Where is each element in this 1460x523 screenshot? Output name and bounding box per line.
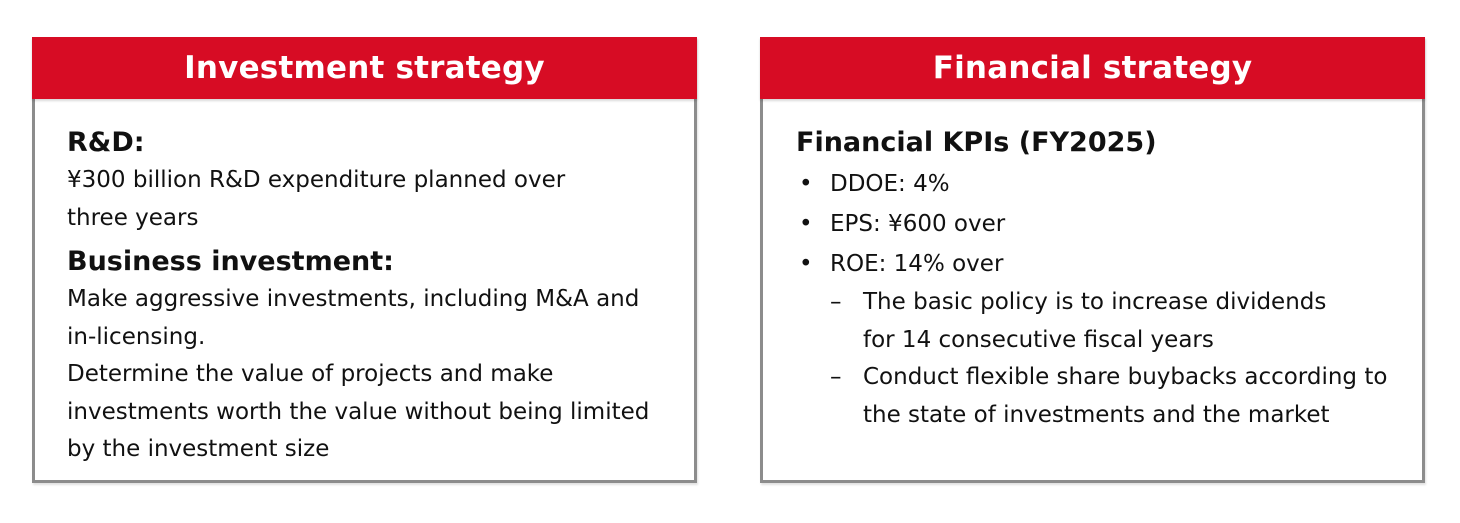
- kpi-sub-list: [796, 284, 1398, 434]
- list-item: [796, 164, 1398, 204]
- kpi-bullet-list: [796, 164, 1398, 284]
- kpi-ddoe: DDOE: 4%: [830, 171, 950, 197]
- financial-kpis-heading: Financial KPIs (FY2025): [796, 127, 1157, 158]
- list-item: [796, 244, 1398, 284]
- rd-heading: R&D:: [67, 127, 145, 158]
- list-item: [796, 284, 1363, 359]
- dash-icon: –: [830, 289, 842, 315]
- list-item: [796, 204, 1398, 244]
- dash-icon: –: [830, 364, 842, 390]
- financial-strategy-panel: [760, 37, 1425, 483]
- rd-text: ¥300 billion R&D expenditure planned over three years: [67, 167, 566, 231]
- bullet-icon: •: [799, 251, 813, 277]
- bullet-icon: •: [799, 211, 813, 237]
- business-investment-heading: Business investment:: [67, 246, 394, 277]
- list-item: [796, 359, 1403, 434]
- investment-strategy-panel: [32, 37, 697, 483]
- kpi-eps: EPS: ¥600 over: [830, 211, 1006, 237]
- investment-strategy-title: Investment strategy: [32, 37, 697, 99]
- financial-strategy-title: Financial strategy: [760, 37, 1425, 99]
- share-buyback-text: Conduct flexible share buybacks according to the state of investments and the market: [863, 364, 1388, 428]
- financial-strategy-body: [796, 124, 1398, 434]
- business-investment-text-2: Determine the value of projects and make investments worth the value without being limited by the investment size: [67, 361, 650, 462]
- kpi-roe: ROE: 14% over: [830, 251, 1004, 277]
- investment-strategy-body: [67, 124, 670, 469]
- business-investment-text-1: Make aggressive investments, including M&A and in-licensing.: [67, 286, 640, 350]
- bullet-icon: •: [799, 171, 813, 197]
- dividend-policy-text: The basic policy is to increase dividends for 14 consecutive fiscal years: [863, 289, 1327, 353]
